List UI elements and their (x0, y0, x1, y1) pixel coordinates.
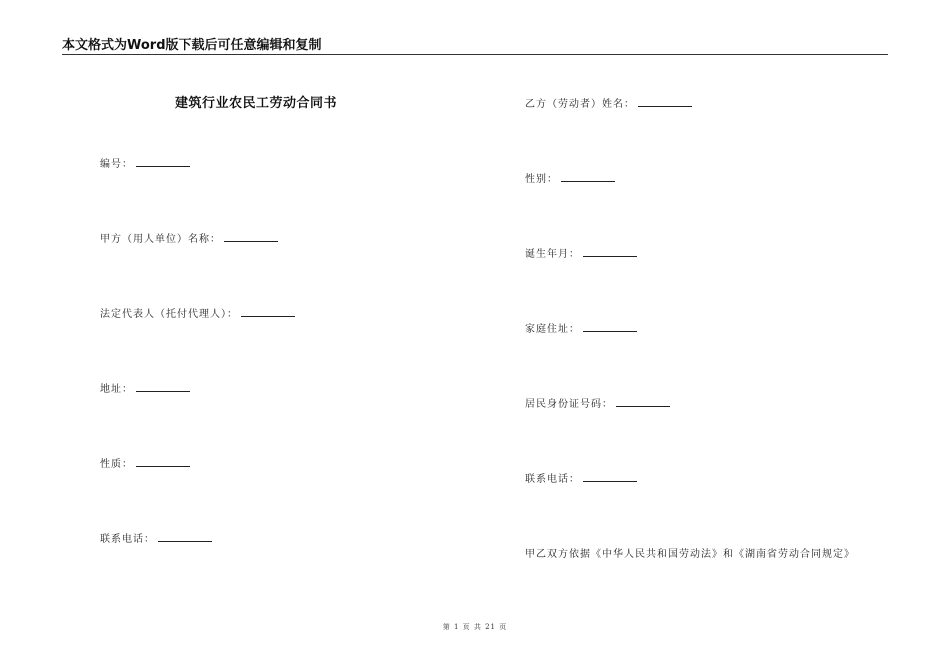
field-employee-gender (525, 170, 615, 185)
field-label: 法定代表人（托付代理人）： (100, 309, 238, 320)
header-text: 本文格式为Word版下载后可任意编辑和复制 (62, 38, 322, 53)
field-label: 居民身份证号码： (525, 399, 613, 410)
field-label: 甲方（用人单位）名称： (100, 234, 221, 245)
blank-line[interactable] (583, 247, 637, 257)
field-employee-id-number (525, 395, 670, 410)
field-label: 乙方（劳动者）姓名： (525, 99, 635, 110)
blank-line[interactable] (638, 97, 692, 107)
field-label: 性别： (525, 174, 558, 185)
blank-line[interactable] (136, 457, 190, 467)
field-label: 诞生年月： (525, 249, 580, 260)
field-employee-birth (525, 245, 637, 260)
blank-line[interactable] (158, 532, 212, 542)
blank-line[interactable] (583, 322, 637, 332)
page-indicator: 第 1 页 共 21 页 (442, 623, 508, 631)
field-label: 性质： (100, 459, 133, 470)
blank-line[interactable] (561, 172, 615, 182)
field-label: 联系电话： (525, 474, 580, 485)
field-employer-name (100, 230, 278, 245)
field-employee-name (525, 95, 692, 110)
field-label: 家庭住址： (525, 324, 580, 335)
blank-line[interactable] (136, 382, 190, 392)
field-serial-number (100, 155, 190, 170)
field-label: 地址： (100, 384, 133, 395)
field-employer-phone (100, 530, 212, 545)
page-header (62, 34, 888, 55)
field-employer-nature (100, 455, 190, 470)
document-title: 建筑行业农民工劳动合同书 (175, 96, 338, 111)
field-employee-address (525, 320, 637, 335)
field-legal-representative (100, 305, 295, 320)
field-employer-address (100, 380, 190, 395)
closing-paragraph: 甲乙双方依据《中华人民共和国劳动法》和《湖南省劳动合同规定》 (525, 549, 855, 560)
blank-line[interactable] (583, 472, 637, 482)
blank-line[interactable] (616, 397, 670, 407)
field-employee-phone (525, 470, 637, 485)
blank-line[interactable] (136, 157, 190, 167)
blank-line[interactable] (224, 232, 278, 242)
field-label: 联系电话： (100, 534, 155, 545)
blank-line[interactable] (241, 307, 295, 317)
field-label: 编号： (100, 159, 133, 170)
